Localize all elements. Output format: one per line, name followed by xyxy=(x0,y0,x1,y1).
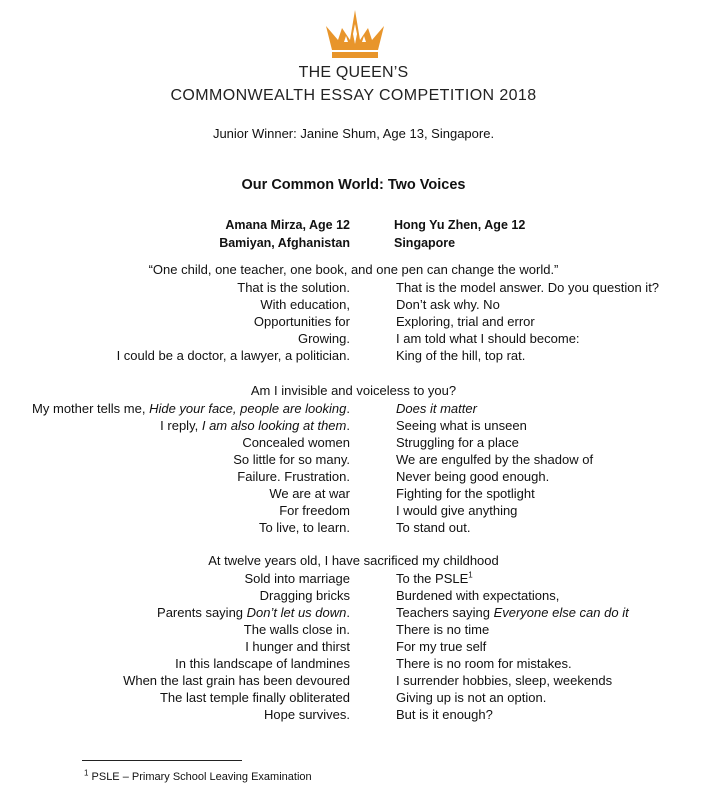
poem-line-text: When the last grain has been devoured xyxy=(123,673,350,688)
right-voice-line xyxy=(396,485,535,502)
right-voice-line xyxy=(396,502,517,519)
right-voice-line xyxy=(396,621,489,638)
poem-line-text: Struggling for a place xyxy=(396,435,519,450)
right-voice-line xyxy=(396,279,659,296)
right-voice-line xyxy=(396,434,519,451)
right-voice-line xyxy=(396,604,629,621)
poem-line-text: Growing. xyxy=(297,331,350,346)
left-voice-line xyxy=(117,347,350,364)
right-voice-line xyxy=(396,330,580,347)
right-voice-line xyxy=(396,706,493,723)
left-voice-line xyxy=(260,587,350,604)
right-voice-line xyxy=(396,672,612,689)
left-voice-line xyxy=(279,502,350,519)
poem-line-pair xyxy=(0,330,707,347)
poem-line-italic: I am also looking at them xyxy=(201,418,347,433)
footnote-reference: 1 xyxy=(468,570,473,580)
poem-line-text: There is no room for mistakes. xyxy=(396,656,572,671)
left-voice-line xyxy=(157,604,350,621)
poem-line-text: . xyxy=(346,418,350,433)
poem-line-text: The walls close in. xyxy=(243,622,350,637)
poem-title: Our Common World: Two Voices xyxy=(241,177,466,193)
poem-line-pair xyxy=(0,587,707,604)
left-voice-line xyxy=(123,672,350,689)
poem-line-pair xyxy=(0,638,707,655)
winner-line: Junior Winner: Janine Shum, Age 13, Singapore. xyxy=(212,126,495,141)
poem-line-pair xyxy=(0,502,707,519)
footnote-text: PSLE – Primary School Leaving Examination xyxy=(91,771,312,783)
right-voice-line xyxy=(396,417,527,434)
footnote-divider xyxy=(82,760,242,761)
footnote-marker: 1 xyxy=(84,768,89,778)
poem-line-pair xyxy=(0,672,707,689)
poem-line-text: Parents saying xyxy=(157,605,247,620)
left-author-block xyxy=(219,216,350,252)
poem-line-italic: Hide your face, people are looking xyxy=(149,401,347,416)
poem-line-text: Sold into marriage xyxy=(244,571,350,586)
right-voice-line xyxy=(396,519,470,536)
left-voice-line xyxy=(260,296,350,313)
poem-line-text: With education, xyxy=(260,297,350,312)
poem-line-pair xyxy=(0,689,707,706)
left-voice-line xyxy=(264,706,350,723)
poem-line-text: Never being good enough. xyxy=(396,469,550,484)
poem-line-text: For freedom xyxy=(279,503,350,518)
left-voice-line xyxy=(269,485,350,502)
poem-line-italic: Does it matter xyxy=(396,401,477,416)
left-voice-line xyxy=(298,330,350,347)
footnote xyxy=(84,768,312,783)
right-voice-line xyxy=(396,296,500,313)
left-author-place: Bamiyan, Afghanistan xyxy=(219,236,350,250)
poem-line-text: Burdened with expectations, xyxy=(396,588,560,603)
poem-line-text: To stand out. xyxy=(396,520,471,535)
poem-line-text: That is the solution. xyxy=(237,280,350,295)
poem-line-text: Seeing what is unseen xyxy=(396,418,527,433)
poem-line-pair xyxy=(0,655,707,672)
left-voice-line xyxy=(32,400,350,417)
competition-title: COMMONWEALTH ESSAY COMPETITION 2018 xyxy=(170,87,537,104)
right-voice-line xyxy=(396,468,549,485)
poem-line-text: To the PSLE xyxy=(396,571,469,586)
poem-line-pair xyxy=(0,485,707,502)
crown-logo-icon xyxy=(320,6,390,60)
right-author-block xyxy=(394,216,525,252)
poem-line-text: For my true self xyxy=(396,639,487,654)
poem-line-pair xyxy=(0,296,707,313)
poem-line-text: I would give anything xyxy=(396,503,518,518)
poem-line-pair xyxy=(0,417,707,434)
poem-line-text: We are engulfed by the shadow of xyxy=(396,452,594,467)
poem-line-text: Failure. Frustration. xyxy=(237,469,350,484)
poem-line-pair xyxy=(0,451,707,468)
poem-line-pair xyxy=(0,279,707,296)
poem-line-text: So little for so many. xyxy=(233,452,350,467)
left-voice-line xyxy=(160,689,350,706)
poem-line-pair xyxy=(0,604,707,621)
right-voice-line xyxy=(396,451,593,468)
right-voice-line xyxy=(396,400,477,417)
poem-line-pair xyxy=(0,434,707,451)
right-voice-line xyxy=(396,587,559,604)
poem-line-text: I am told what I should become: xyxy=(396,331,580,346)
poem-line-italic: Everyone else can do it xyxy=(493,605,629,620)
right-voice-line xyxy=(396,347,525,364)
poem-line-italic: Don’t let us down xyxy=(246,605,347,620)
poem-line-text: The last temple finally obliterated xyxy=(159,690,350,705)
poem-line-text: My mother tells me, xyxy=(32,401,150,416)
poem-line-text: . xyxy=(346,401,350,416)
poem-line-pair xyxy=(0,519,707,536)
stanza-heading: “One child, one teacher, one book, and one pen can change the world.” xyxy=(148,262,559,277)
left-voice-line xyxy=(160,417,350,434)
right-voice-line xyxy=(396,570,473,587)
poem-line-pair xyxy=(0,313,707,330)
poem-line-pair xyxy=(0,400,707,417)
poem-line-text: Dragging bricks xyxy=(259,588,350,603)
poem-line-text: Hope survives. xyxy=(264,707,350,722)
left-voice-line xyxy=(259,519,350,536)
left-voice-line xyxy=(245,570,351,587)
poem-line-pair xyxy=(0,347,707,364)
poem-line-pair xyxy=(0,468,707,485)
poem-line-text: King of the hill, top rat. xyxy=(396,348,526,363)
right-voice-line xyxy=(396,313,535,330)
right-author-name: Hong Yu Zhen, Age 12 xyxy=(394,218,526,232)
poem-line-text: Teachers saying xyxy=(396,605,494,620)
left-voice-line xyxy=(175,655,350,672)
poem-line-pair xyxy=(0,570,707,587)
poem-line-text: That is the model answer. Do you question it? xyxy=(396,280,660,295)
poem-line-text: There is no time xyxy=(396,622,490,637)
poem-line-text: Exploring, trial and error xyxy=(396,314,535,329)
left-voice-line xyxy=(237,468,350,485)
poem-line-text: Don’t ask why. No xyxy=(396,297,500,312)
poem-line-text: Fighting for the spotlight xyxy=(396,486,535,501)
poem-line-text: I reply, xyxy=(160,418,202,433)
poem-line-text: We are at war xyxy=(269,486,350,501)
left-voice-line xyxy=(233,451,350,468)
poem-line-text: Concealed women xyxy=(242,435,350,450)
poem-line-text: I hunger and thirst xyxy=(245,639,350,654)
stanza-heading: At twelve years old, I have sacrificed my childhood xyxy=(208,553,499,568)
left-voice-line xyxy=(244,621,350,638)
poem-line-text: Opportunities for xyxy=(253,314,350,329)
poem-line-text: In this landscape of landmines xyxy=(175,656,350,671)
right-voice-line xyxy=(396,655,572,672)
right-author-place: Singapore xyxy=(394,236,456,250)
poem-line-text: I surrender hobbies, sleep, weekends xyxy=(396,673,613,688)
right-voice-line xyxy=(396,689,546,706)
poem-line-text: To live, to learn. xyxy=(258,520,350,535)
poem-line-pair xyxy=(0,621,707,638)
poem-line-text: . xyxy=(346,605,350,620)
poem-line-text: But is it enough? xyxy=(396,707,493,722)
left-voice-line xyxy=(254,313,350,330)
left-voice-line xyxy=(242,434,350,451)
poem-line-text: I could be a doctor, a lawyer, a politician. xyxy=(116,348,350,363)
poem-line-text: Giving up is not an option. xyxy=(396,690,547,705)
left-author-name: Amana Mirza, Age 12 xyxy=(225,218,350,232)
poem-line-pair xyxy=(0,706,707,723)
organisation-name-line1: THE QUEEN’S xyxy=(298,64,409,81)
stanza-heading: Am I invisible and voiceless to you? xyxy=(250,383,457,398)
left-voice-line xyxy=(237,279,350,296)
right-voice-line xyxy=(396,638,486,655)
left-voice-line xyxy=(245,638,350,655)
